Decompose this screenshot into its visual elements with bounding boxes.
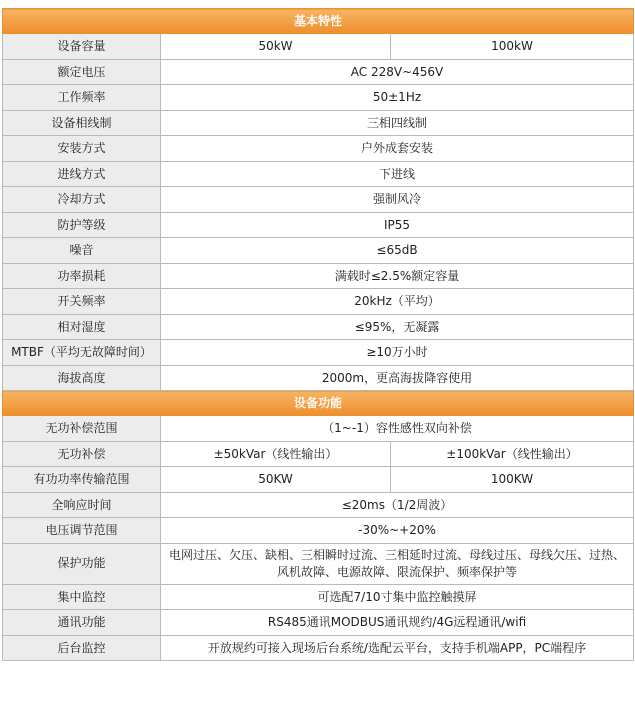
table-row <box>3 467 634 493</box>
row-value: ≥10万小时 <box>161 340 634 366</box>
row-label: 海拔高度 <box>3 365 161 391</box>
row-value: 户外成套安装 <box>161 136 634 162</box>
row-label: 噪音 <box>3 238 161 264</box>
table-row <box>3 635 634 661</box>
row-value: 下进线 <box>161 161 634 187</box>
row-value: 100KW <box>391 467 634 493</box>
row-value: ≤65dB <box>161 238 634 264</box>
table-row <box>3 314 634 340</box>
row-value: 20kHz（平均） <box>161 289 634 315</box>
row-value: AC 228V~456V <box>161 59 634 85</box>
row-value: IP55 <box>161 212 634 238</box>
table-row <box>3 59 634 85</box>
section-title: 基本特性 <box>3 9 634 34</box>
table-row <box>3 543 634 584</box>
row-value: ±100kVar（线性输出） <box>391 441 634 467</box>
row-value: ≤20ms（1/2周波） <box>161 492 634 518</box>
table-row <box>3 492 634 518</box>
row-label: 安装方式 <box>3 136 161 162</box>
table-row <box>3 340 634 366</box>
row-label: 相对湿度 <box>3 314 161 340</box>
table-row <box>3 416 634 442</box>
table-row <box>3 365 634 391</box>
table-row <box>3 289 634 315</box>
table-row <box>3 161 634 187</box>
table-row <box>3 263 634 289</box>
table-row <box>3 518 634 544</box>
row-value: 电网过压、欠压、缺相、三相瞬时过流、三相延时过流、母线过压、母线欠压、过热、风机故障、电源故障、限流保护、频率保护等 <box>161 543 634 584</box>
row-label: 集中监控 <box>3 584 161 610</box>
row-label: 防护等级 <box>3 212 161 238</box>
row-value: 强制风冷 <box>161 187 634 213</box>
row-value: -30%~+20% <box>161 518 634 544</box>
row-value: 50KW <box>161 467 391 493</box>
section-title: 设备功能 <box>3 391 634 416</box>
table-row <box>3 187 634 213</box>
row-label: 通讯功能 <box>3 610 161 636</box>
table-row <box>3 34 634 60</box>
row-value: 开放规约可接入现场后台系统/选配云平台，支持手机端APP，PC端程序 <box>161 635 634 661</box>
row-label: 无功补偿 <box>3 441 161 467</box>
row-value: 2000m，更高海拔降容使用 <box>161 365 634 391</box>
row-label: 额定电压 <box>3 59 161 85</box>
row-label: 有功功率传输范围 <box>3 467 161 493</box>
table-row <box>3 85 634 111</box>
row-label: 无功补偿范围 <box>3 416 161 442</box>
row-value: （1~-1）容性感性双向补偿 <box>161 416 634 442</box>
section-header-functions <box>3 391 634 416</box>
row-label: 电压调节范围 <box>3 518 161 544</box>
table-row <box>3 136 634 162</box>
spec-table <box>2 8 634 661</box>
row-value: 满载时≤2.5%额定容量 <box>161 263 634 289</box>
section-header-basic <box>3 9 634 34</box>
row-value: 三相四线制 <box>161 110 634 136</box>
row-value: ±50kVar（线性输出） <box>161 441 391 467</box>
row-label: 设备容量 <box>3 34 161 60</box>
table-row <box>3 441 634 467</box>
row-label: 后台监控 <box>3 635 161 661</box>
table-row <box>3 212 634 238</box>
row-value: ≤95%，无凝露 <box>161 314 634 340</box>
row-label: MTBF（平均无故障时间） <box>3 340 161 366</box>
row-label: 开关频率 <box>3 289 161 315</box>
row-value: RS485通讯MODBUS通讯规约/4G远程通讯/wifi <box>161 610 634 636</box>
row-label: 设备相线制 <box>3 110 161 136</box>
table-row <box>3 584 634 610</box>
row-label: 冷却方式 <box>3 187 161 213</box>
row-value: 可选配7/10寸集中监控触摸屏 <box>161 584 634 610</box>
row-label: 功率损耗 <box>3 263 161 289</box>
table-row <box>3 110 634 136</box>
row-value: 50±1Hz <box>161 85 634 111</box>
row-value: 50kW <box>161 34 391 60</box>
row-label: 保护功能 <box>3 543 161 584</box>
table-row <box>3 238 634 264</box>
row-label: 进线方式 <box>3 161 161 187</box>
row-value: 100kW <box>391 34 634 60</box>
row-label: 工作频率 <box>3 85 161 111</box>
table-row <box>3 610 634 636</box>
row-label: 全响应时间 <box>3 492 161 518</box>
